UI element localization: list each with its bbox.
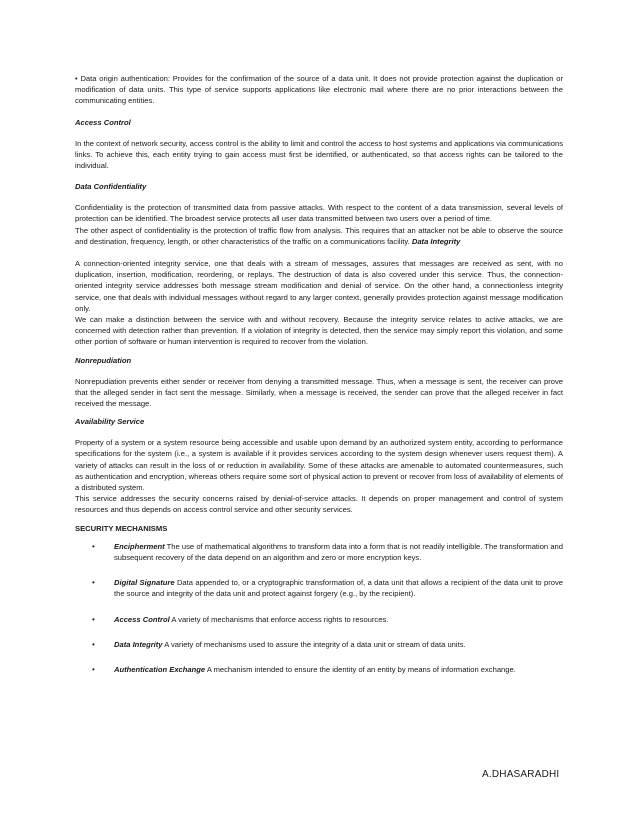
mechanism-text: The use of mathematical algorithms to transform data into a form that is not readily intelligible. The transformation and subsequent recovery of the data depend on an algorithm and zero or more encryption keys.: [114, 541, 563, 562]
mechanism-text: A mechanism intended to ensure the identity of an entity by means of information exchange.: [205, 664, 516, 674]
confidentiality-paragraph-2: [75, 225, 563, 247]
mechanism-item-authentication-exchange: [75, 664, 563, 675]
confidentiality-paragraph-1: Confidentiality is the protection of transmitted data from passive attacks. With respect to the content of a data transmission, several levels of protection can be identified. The broadest service protects all user data transmitted between two users over a period of time.: [75, 203, 563, 224]
mechanism-term: Digital Signature: [114, 578, 175, 588]
mechanism-term: Data Integrity: [114, 639, 163, 649]
document-page: [75, 73, 563, 689]
mechanism-term: Authentication Exchange: [114, 664, 206, 674]
security-mechanisms-heading: SECURITY MECHANISMS: [75, 523, 168, 533]
nonrepudiation-heading: Nonrepudiation: [75, 355, 132, 365]
confidentiality-paragraph-2-text: The other aspect of confidentiality is the protection of traffic flow from analysis. This requires that an attacker not be able to observe the source and destination, frequency, length, or other characteristics of the traffic on a communications facility.: [75, 225, 563, 246]
bullet-icon: •: [92, 541, 95, 551]
mechanism-text: Data appended to, or a cryptographic transformation of, a data unit that allows a recipient of the data unit to prove the source and integrity of the data unit and protect against forgery (e.g., by the recipient).: [114, 578, 564, 599]
bullet-icon: •: [92, 664, 95, 674]
mechanism-text: A variety of mechanisms that enforce access rights to resources.: [169, 614, 389, 624]
data-confidentiality-heading: Data Confidentiality: [75, 182, 147, 192]
access-control-paragraph: In the context of network security, access control is the ability to limit and control the access to host systems and applications via communications links. To achieve this, each entity trying to gain access must first be identified, or authenticated, so that access rights can be tailored to the individual.: [75, 138, 563, 171]
availability-heading: Availability Service: [75, 417, 145, 427]
mechanism-item-encipherment: [75, 541, 563, 563]
bullet-icon: •: [92, 578, 95, 588]
mechanism-item-data-integrity: [75, 639, 563, 650]
author-footer: A.DHASARADHI: [482, 769, 560, 780]
mechanism-text: A variety of mechanisms used to assure the integrity of a data unit or stream of data units.: [162, 639, 466, 649]
mechanism-term: Access Control: [114, 614, 170, 624]
integrity-paragraph-2: We can make a distinction between the service with and without recovery. Because the integrity service relates to active attacks, we are concerned with detection rather than prevention. If a violation of integrity is detected, then the service may simply report this violation, and some other portion of software or human intervention is required to recover from the violation.: [75, 315, 563, 347]
mechanism-item-access-control: [75, 614, 563, 625]
integrity-paragraph-1: A connection-oriented integrity service, one that deals with a stream of messages, assures that messages are received as sent, with no duplication, insertion, modification, reordering, or replays. The destruction of data is also covered under this service. Thus, the connection-oriented integrity service addresses both message stream modification and denial of service. On the other hand, a connectionless integrity service, one that deals with individual messages without regard to any larger context, generally provides protection against message modification only.: [75, 259, 563, 313]
access-control-heading: Access Control: [75, 117, 131, 127]
availability-paragraph-1: Property of a system or a system resource being accessible and usable upon demand by an authorized system entity, according to performance specifications for the system (i.e., a system is available if it provides services according to the system design whenever users request them). A variety of attacks can result in the loss of or reduction in availability. Some of these attacks are amenable to automated countermeasures, such as authentication and encryption, whereas others require some sort of physical action to prevent or recover from loss of availability of elements of a distributed system.: [75, 438, 563, 493]
mechanism-term: Encipherment: [114, 541, 165, 551]
intro-paragraph: • Data origin authentication: Provides for the confirmation of the source of a data unit. It does not provide protection against the duplication or modification of data units. This type of service supports applications like electronic mail where there are no prior interactions between the communicating entities.: [75, 74, 563, 106]
mechanisms-list: [75, 541, 563, 675]
data-integrity-heading: Data Integrity: [411, 236, 461, 246]
nonrepudiation-paragraph: Nonrepudiation prevents either sender or receiver from denying a transmitted message. Thus, when a message is sent, the receiver can prove that the alleged sender in fact sent the message. Similarly, when a message is received, the sender can prove that the alleged receiver in fact received the message.: [75, 376, 563, 409]
mechanism-item-digital-signature: [75, 577, 563, 599]
availability-paragraph-2: This service addresses the security concerns raised by denial-of-service attacks. It depends on proper management and control of system resources and thus depends on access control service and other security services.: [75, 494, 563, 515]
bullet-icon: •: [92, 614, 95, 624]
bullet-icon: •: [92, 639, 95, 649]
